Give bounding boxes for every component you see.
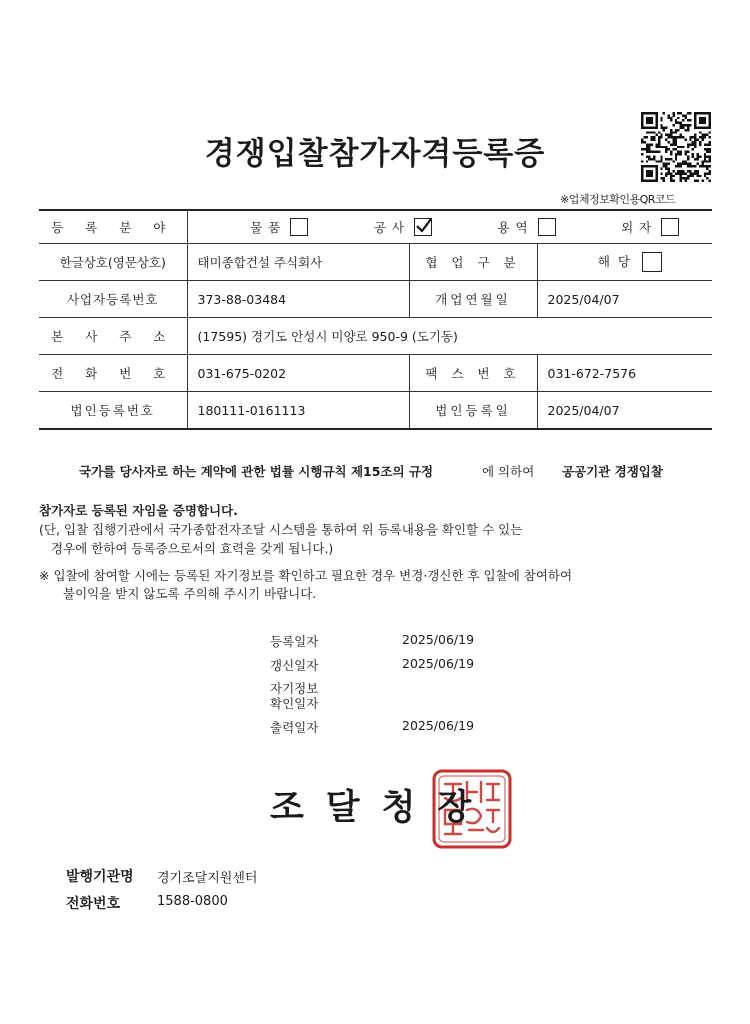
statement-certify: 참가자로 등록된 자임을 증명합니다. bbox=[39, 503, 238, 518]
issuing-agency: 조달청장 bbox=[270, 788, 494, 828]
label-self-check-1: 자기정보 bbox=[270, 681, 319, 696]
label-business-no: 사업자등록번호 bbox=[39, 281, 187, 318]
label-corp-date: 법인등록일 bbox=[409, 392, 537, 430]
value-fax: 031-672-7576 bbox=[537, 355, 712, 392]
warning-1: ※ 입찰에 참여할 시에는 등록된 자기정보를 확인하고 필요한 경우 변경·갱신한 후 입찰에 참여하여 bbox=[39, 568, 573, 583]
label-registered-date: 등록일자 bbox=[270, 634, 319, 649]
value-corp-date: 2025/04/07 bbox=[537, 392, 712, 430]
row-business-no bbox=[39, 281, 712, 318]
row-registration-field bbox=[39, 210, 712, 244]
label-corp-no: 법인등록번호 bbox=[39, 392, 187, 430]
value-open-date: 2025/04/07 bbox=[537, 281, 712, 318]
category-options bbox=[187, 210, 712, 244]
issuer-phone-label: 전화번호 bbox=[66, 896, 121, 912]
row-phone bbox=[39, 355, 712, 392]
label-address: 본 사 주 소 bbox=[39, 318, 187, 355]
statement-law: 국가를 당사자로 하는 계약에 관한 법률 시행규칙 제15조의 규정 bbox=[79, 464, 434, 479]
value-renewed-date: 2025/06/19 bbox=[402, 656, 475, 671]
value-registered-date: 2025/06/19 bbox=[402, 632, 475, 647]
label-registration-field: 등 록 분 야 bbox=[39, 210, 187, 244]
qr-code-icon[interactable] bbox=[641, 112, 711, 182]
value-address: (17595) 경기도 안성시 미양로 950-9 (도기동) bbox=[187, 318, 712, 355]
label-self-check-2: 확인일자 bbox=[270, 696, 319, 711]
statement-note-1: (단, 입찰 집행기관에서 국가종합전자조달 시스템을 통하여 위 등록내용을 확인할 수 있는 bbox=[39, 522, 523, 537]
checkbox-goods[interactable] bbox=[290, 218, 308, 236]
value-company-name: 태미종합건설 주식회사 bbox=[187, 244, 409, 281]
label-renewed-date: 갱신일자 bbox=[270, 658, 319, 673]
checkbox-foreign[interactable] bbox=[661, 218, 679, 236]
value-cooperative: 해당 bbox=[537, 244, 712, 281]
qr-caption: ※업체정보확인용QR코드 bbox=[560, 193, 676, 206]
checkbox-cooperative[interactable] bbox=[642, 252, 662, 272]
registration-table bbox=[39, 209, 712, 430]
issuer-phone-value: 1588-0800 bbox=[157, 894, 228, 909]
issuer-value: 경기조달지원센터 bbox=[157, 871, 258, 886]
label-fax: 팩 스 번 호 bbox=[409, 355, 537, 392]
label-cooperative: 협 업 구 분 bbox=[409, 244, 537, 281]
check-mark-icon bbox=[414, 216, 434, 236]
option-foreign[interactable]: 외자 bbox=[621, 218, 679, 236]
option-construction[interactable]: 공사 bbox=[374, 218, 432, 236]
label-printed-date: 출력일자 bbox=[270, 720, 319, 735]
checkbox-services[interactable] bbox=[538, 218, 556, 236]
option-services[interactable]: 용역 bbox=[497, 218, 555, 236]
warning-2: 불이익을 받지 않도록 주의해 주시기 바랍니다. bbox=[63, 586, 317, 601]
row-address bbox=[39, 318, 712, 355]
label-phone: 전 화 번 호 bbox=[39, 355, 187, 392]
value-corp-no: 180111-0161113 bbox=[187, 392, 409, 430]
option-goods[interactable]: 물품 bbox=[250, 218, 308, 236]
statement-by: 에 의하여 bbox=[482, 464, 535, 479]
statement-public-bid: 공공기관 경쟁입찰 bbox=[562, 464, 663, 479]
statement-note-2: 경우에 한하여 등록증으로서의 효력을 갖게 됩니다.) bbox=[51, 541, 334, 556]
page-title: 경쟁입찰참가자격등록증 bbox=[204, 136, 546, 172]
checkbox-construction[interactable] bbox=[414, 218, 432, 236]
row-company-name bbox=[39, 244, 712, 281]
issuer-label: 발행기관명 bbox=[66, 869, 134, 885]
label-company-name: 한글상호(영문상호) bbox=[39, 244, 187, 281]
row-corp-no bbox=[39, 392, 712, 430]
value-printed-date: 2025/06/19 bbox=[402, 718, 475, 733]
label-open-date: 개업연월일 bbox=[409, 281, 537, 318]
value-phone: 031-675-0202 bbox=[187, 355, 409, 392]
value-business-no: 373-88-03484 bbox=[187, 281, 409, 318]
